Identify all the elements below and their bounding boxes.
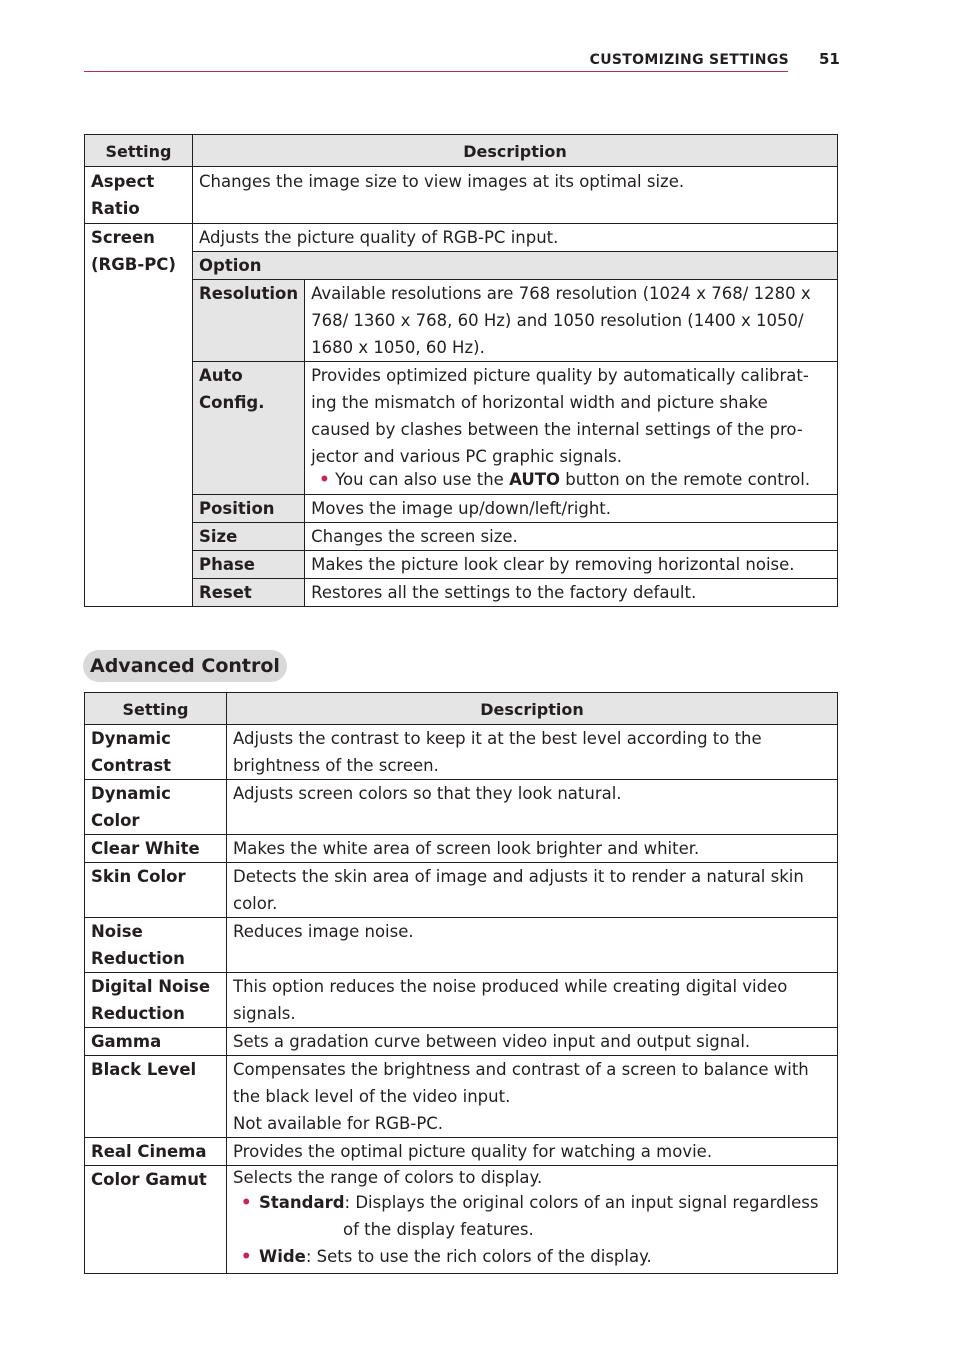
setting-description: Adjusts screen colors so that they look natural. bbox=[227, 780, 838, 835]
setting-description bbox=[227, 1166, 838, 1274]
note-text: You can also use the bbox=[335, 470, 510, 489]
note-text: button on the remote control. bbox=[560, 470, 811, 489]
setting-name-line: Screen bbox=[91, 228, 155, 247]
table-row bbox=[85, 780, 838, 835]
table-row bbox=[85, 918, 838, 973]
table-row bbox=[85, 1138, 838, 1166]
column-header-setting: Setting bbox=[85, 135, 193, 167]
option-header-row bbox=[85, 252, 838, 280]
page-number: 51 bbox=[819, 50, 840, 68]
setting-name bbox=[85, 224, 193, 607]
setting-description: Reduces image noise. bbox=[227, 918, 838, 973]
table-row bbox=[85, 863, 838, 918]
picture-settings-table bbox=[84, 134, 838, 607]
table-row bbox=[85, 835, 838, 863]
option-row bbox=[85, 495, 838, 523]
option-description: Changes the screen size. bbox=[305, 523, 838, 551]
wide-desc: : Sets to use the rich colors of the display. bbox=[305, 1247, 652, 1266]
setting-name bbox=[85, 918, 227, 973]
setting-name-line: Noise bbox=[91, 922, 143, 941]
note-bold-key: AUTO bbox=[509, 470, 561, 489]
bullet-icon: • bbox=[319, 470, 330, 489]
standard-desc: : Displays the original colors of an input signal regardless bbox=[344, 1193, 819, 1212]
wide-label: Wide bbox=[259, 1247, 306, 1266]
setting-description bbox=[227, 1056, 838, 1138]
table-row bbox=[85, 725, 838, 780]
setting-name: Clear White bbox=[85, 835, 227, 863]
setting-name bbox=[85, 973, 227, 1028]
setting-name: Dynamic Color bbox=[85, 780, 227, 835]
setting-description: This option reduces the noise produced while creating digital video signals. bbox=[227, 973, 838, 1028]
auto-config-text: Provides optimized picture quality by automatically calibrat-ing the mismatch of horizontal width and picture shake caused by clashes between the internal settings of the pro-jector and various PC graphic signals. bbox=[311, 366, 809, 466]
option-row bbox=[85, 523, 838, 551]
setting-name-line: Digital Noise bbox=[91, 977, 211, 996]
setting-name-line: (RGB-PC) bbox=[91, 255, 176, 274]
black-level-note: Not available for RGB-PC. bbox=[233, 1114, 444, 1133]
option-row bbox=[85, 362, 838, 495]
option-label-line: Config. bbox=[199, 393, 265, 412]
setting-description: Provides the optimal picture quality for watching a movie. bbox=[227, 1138, 838, 1166]
setting-name: Color Gamut bbox=[85, 1166, 227, 1274]
section-title-advanced-control: Advanced Control bbox=[83, 650, 287, 682]
option-label: Position bbox=[193, 495, 305, 523]
column-header-description: Description bbox=[193, 135, 838, 167]
option-description: Restores all the settings to the factory default. bbox=[305, 579, 838, 607]
table-row bbox=[85, 1056, 838, 1138]
setting-name bbox=[85, 167, 193, 224]
auto-config-note bbox=[311, 470, 831, 490]
setting-name-line: Aspect bbox=[91, 172, 155, 191]
option-description bbox=[305, 362, 838, 495]
bullet-icon: • bbox=[241, 1247, 252, 1266]
setting-description: Changes the image size to view images at its optimal size. bbox=[193, 167, 838, 224]
color-gamut-text: Selects the range of colors to display. bbox=[233, 1168, 543, 1187]
running-header-title: CUSTOMIZING SETTINGS bbox=[589, 52, 789, 68]
setting-description: Adjusts the contrast to keep it at the best level according to the brightness of the screen. bbox=[227, 725, 838, 780]
table-row bbox=[85, 224, 838, 252]
option-header: Option bbox=[193, 252, 838, 280]
setting-name: Gamma bbox=[85, 1028, 227, 1056]
option-label bbox=[193, 362, 305, 495]
setting-name-line: Ratio bbox=[91, 199, 140, 218]
setting-name: Black Level bbox=[85, 1056, 227, 1138]
option-label: Reset bbox=[193, 579, 305, 607]
setting-name-line: Reduction bbox=[91, 949, 185, 968]
setting-name-line: Contrast bbox=[91, 756, 172, 775]
setting-name: Real Cinema bbox=[85, 1138, 227, 1166]
option-label-line: Auto bbox=[199, 366, 243, 385]
option-row bbox=[85, 551, 838, 579]
option-description: Makes the picture look clear by removing horizontal noise. bbox=[305, 551, 838, 579]
option-row bbox=[85, 579, 838, 607]
option-label: Resolution bbox=[193, 280, 305, 362]
color-gamut-standard bbox=[233, 1189, 831, 1216]
advanced-control-table bbox=[84, 692, 838, 1274]
setting-name: Skin Color bbox=[85, 863, 227, 918]
table-row bbox=[85, 167, 838, 224]
setting-name bbox=[85, 725, 227, 780]
black-level-text: Compensates the brightness and contrast of a screen to balance with the black level of the video input. bbox=[233, 1060, 809, 1106]
table-header-row bbox=[85, 135, 838, 167]
setting-name-line: Reduction bbox=[91, 1004, 185, 1023]
table-row bbox=[85, 1028, 838, 1056]
setting-description: Sets a gradation curve between video input and output signal. bbox=[227, 1028, 838, 1056]
option-description: Available resolutions are 768 resolution (1024 x 768/ 1280 x 768/ 1360 x 768, 60 Hz) and 1050 resolution (1400 x 1050/ 1680 x 1050, 60 Hz). bbox=[305, 280, 838, 362]
option-row bbox=[85, 280, 838, 362]
option-description: Moves the image up/down/left/right. bbox=[305, 495, 838, 523]
table-row bbox=[85, 1166, 838, 1274]
option-label: Phase bbox=[193, 551, 305, 579]
setting-description: Adjusts the picture quality of RGB-PC input. bbox=[193, 224, 838, 252]
header-rule bbox=[84, 71, 788, 72]
bullet-icon: • bbox=[241, 1193, 252, 1212]
color-gamut-wide bbox=[233, 1243, 831, 1270]
standard-label: Standard bbox=[259, 1193, 345, 1212]
column-header-setting: Setting bbox=[85, 693, 227, 725]
color-gamut-standard-cont: of the display features. bbox=[343, 1220, 534, 1239]
setting-description: Detects the skin area of image and adjusts it to render a natural skin color. bbox=[227, 863, 838, 918]
setting-description: Makes the white area of screen look brighter and whiter. bbox=[227, 835, 838, 863]
option-label: Size bbox=[193, 523, 305, 551]
column-header-description: Description bbox=[227, 693, 838, 725]
setting-name-line: Dynamic bbox=[91, 729, 171, 748]
table-row bbox=[85, 973, 838, 1028]
table-header-row bbox=[85, 693, 838, 725]
